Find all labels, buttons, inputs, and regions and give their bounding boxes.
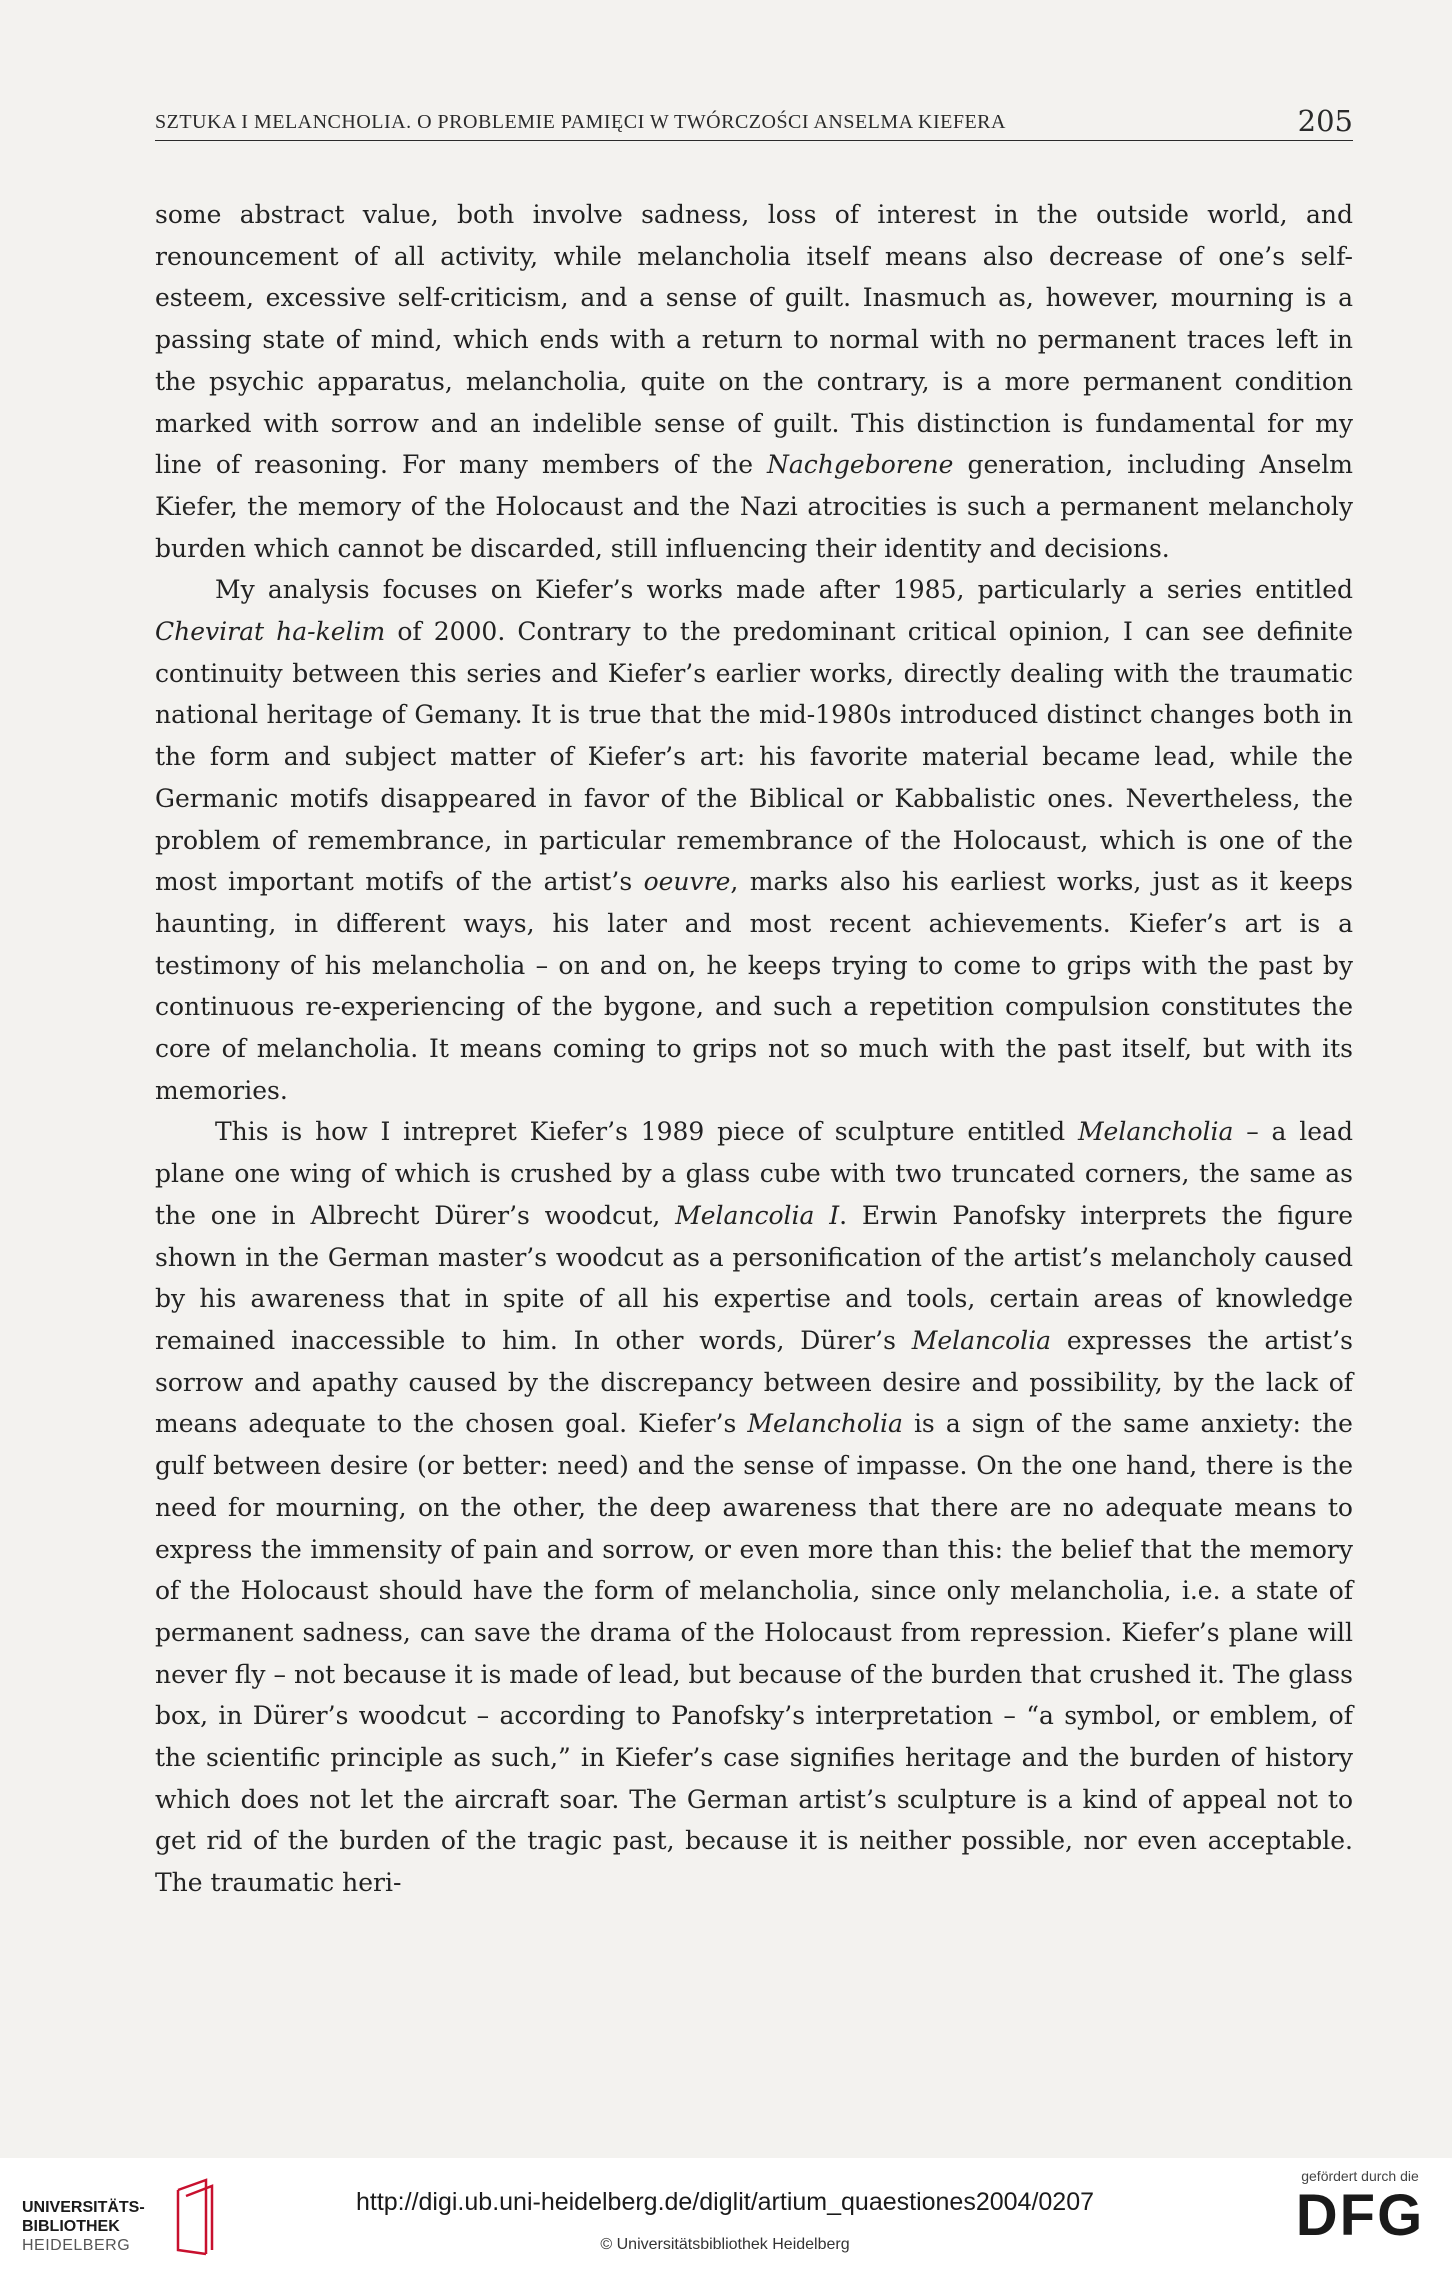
library-name-line-2: BIBLIOTHEK [22, 2218, 120, 2235]
paragraph-2 [155, 569, 1353, 1111]
library-mark-icon [172, 2176, 222, 2256]
copyright-notice: © Universitätsbibliothek Heidelberg [600, 2236, 850, 2253]
running-title: SZTUKA I MELANCHOLIA. O PROBLEMIE PAMIĘCI W TWÓRCZOŚCI ANSELMA KIEFERA [155, 111, 1006, 133]
running-head [155, 98, 1353, 141]
text-run: , marks also his earliest works, just as it keeps haunting, in different ways, his later and most recent achievements. Kiefer’s art is a testimony of his melancholia – on and on, he keeps trying to come to grips with the past by continuous re-experiencing of the bygone, and such a repetition compulsion constitutes the core of melancholia. It means coming to grips not so much with the past itself, but with its memories. [155, 867, 1353, 1105]
text-run: This is how I intrepret Kiefer’s 1989 piece of sculpture entitled [215, 1117, 1078, 1147]
text-run: some abstract value, both involve sadness, loss of interest in the outside world, and renouncement of all activity, while melancholia itself means also decrease of one’s self-esteem, excessive self-criticism, and a sense of guilt. Inasmuch as, however, mourning is a passing state of mind, which ends with a return to normal with no permanent traces left in the psychic apparatus, melancholia, quite on the contrary, is a more permanent condition marked with sorrow and an indelible sense of guilt. This distinction is fundamental for my line of reasoning. For many members of the [155, 200, 1353, 480]
text-run: My analysis focuses on Kiefer’s works made after 1985, particularly a series entitled [215, 575, 1353, 605]
library-name-line-3: HEIDELBERG [22, 2237, 131, 2254]
digitization-footer [0, 2158, 1452, 2270]
italic-title: Chevirat ha-kelim [155, 617, 386, 647]
text-run: . Erwin Panofsky interprets the figure shown in the German master’s woodcut as a personification of the artist’s melancholy caused by his awareness that in spite of all his expertise and tools, certain areas of knowledge remained inaccessible to him. In other words, Dürer’s [155, 1200, 1353, 1355]
italic-term: oeuvre [643, 867, 731, 897]
page-number: 205 [1297, 104, 1353, 138]
text-run: expresses the artist’s sorrow and apathy caused by the discrepancy between desire and possibility, by the lack of means adequate to the chosen goal. Kiefer’s [155, 1325, 1353, 1439]
library-name-line-1: UNIVERSITÄTS- [22, 2199, 145, 2216]
italic-title: Melancholia [747, 1409, 903, 1439]
funding-label: gefördert durch die [1301, 2168, 1419, 2184]
permalink-url[interactable]: http://digi.ub.uni-heidelberg.de/diglit/artium_quaestiones2004/0207 [355, 2188, 1095, 2216]
library-name [22, 2198, 145, 2255]
italic-title: Melancolia [911, 1325, 1052, 1355]
library-logo[interactable] [22, 2176, 222, 2256]
dfg-logo: DFG [1295, 2183, 1425, 2248]
text-run: of 2000. Contrary to the predominant critical opinion, I can see definite continuity between this series and Kiefer’s earlier works, directly dealing with the traumatic national heritage of Gemany. It is true that the mid-1980s introduced distinct changes both in the form and subject matter of Kiefer’s art: his favorite material became lead, while the Germanic motifs disappeared in favor of the Biblical or Kabbalistic ones. Nevertheless, the problem of remembrance, in particular remembrance of the Holocaust, which is one of the most important motifs of the artist’s [155, 617, 1353, 897]
italic-term: Nachgeborene [767, 450, 954, 480]
body-text [155, 194, 1353, 1904]
paragraph-3 [155, 1111, 1353, 1903]
italic-title: Melancolia I [675, 1200, 840, 1230]
text-run: generation, including Anselm Kiefer, the memory of the Holocaust and the Nazi atrocities is such a permanent melancholy burden which cannot be discarded, still influencing their identity and decisions. [155, 450, 1354, 563]
italic-title: Melancholia [1077, 1117, 1234, 1147]
text-run: is a sign of the same anxiety: the gulf between desire (or better: need) and the sense of impasse. On the one hand, there is the need for mourning, on the other, the deep awareness that there are no adequate means to express the immensity of pain and sorrow, or even more than this: the belief that the memory of the Holocaust should have the form of melancholia, since only melancholia, i.e. a state of permanent sadness, can save the drama of the Holocaust from repression. Kiefer’s plane will never fly – not because it is made of lead, but because of the burden that crushed it. The glass box, in Dürer’s woodcut – according to Panofsky’s interpretation – “a symbol, or emblem, of the scientific principle as such,” in Kiefer’s case signifies heritage and the burden of history which does not let the aircraft soar. The German artist’s sculpture is a kind of appeal not to get rid of the burden of the tragic past, because it is neither possible, nor even acceptable. The traumatic heri- [155, 1409, 1353, 1898]
funder-logo [1285, 2168, 1435, 2248]
paragraph-1 [155, 194, 1353, 569]
text-run: – a lead plane one wing of which is crushed by a glass cube with two truncated corners, the same as the one in Albrecht Dürer’s woodcut, [155, 1117, 1353, 1230]
